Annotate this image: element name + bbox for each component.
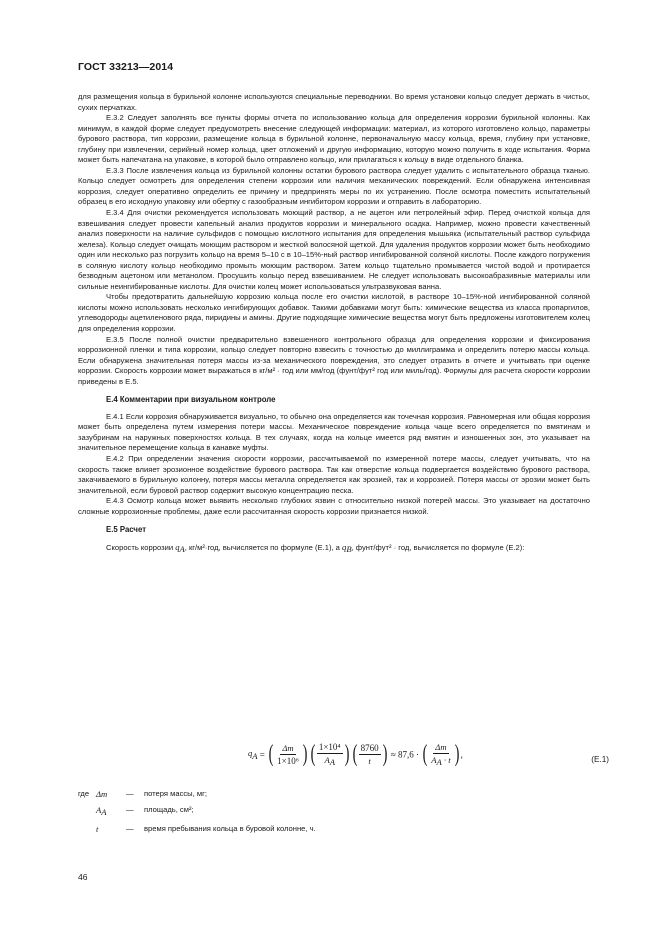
paragraph-e-3-2: Е.3.2 Следует заполнять все пункты формы отчета по использованию кольца для определения коррозии бурильной колонны. Как минимум, в каждой форме следует предусмотреть внесение следующей информации: материал, из которого изготовлено кольцо, параметры бурового раствора, тип коррозии, размещение кольца в бурильной колонне, первоначальную массу кольца, время, глубину при установке, глубину при извлечении, серийный номер кольца, цвет отложений и другую информацию, которую можно получить в ходе испытания. Форма может быть напечатана на упаковке, в которой было отправлено кольцо, или прилагаться к кольцу в виде отдельного бланка. <box>78 113 590 165</box>
formula-number: (Е.1) <box>591 755 609 764</box>
paragraph: для размещения кольца в бурильной колонне используются специальные переводники. Во время установки кольцо следует держать в чистых, сухих перчатках. <box>78 92 590 112</box>
formula-e-1 <box>78 735 609 791</box>
fraction-hours-per-year: $\frac{8760}{t}$ <box>360 743 379 766</box>
paragraph-e-4-2: Е.4.2 При определении значения скорости коррозии, рассчитываемой по измеренной потере массы, следует учитывать, что на скорость также влияет эрозионное воздействие бурового раствора. Так как отверстие кольца подвергается воздействию бурового раствора, закачиваемого в бурильную колонну, потеря массы металла определяется как эрозией, так и коррозией. Потеря массы от эрозии может быть значительной, если буровой раствор содержит высокую концентрацию песка. <box>78 454 590 495</box>
section-heading-e-5: Е.5 Расчет <box>106 525 147 535</box>
paragraph-e-4-3: Е.4.3 Осмотр кольца может выявить несколько глубоких язвин с относительно низкой потерей массы. Это указывает на достаточно сложные коррозионные проблемы, даже если рассчитанная скорость коррозии признается низкой. <box>78 496 590 516</box>
legend-row: t — время пребывания кольца в буровой колонне, ч. <box>96 824 316 835</box>
paragraph-e-3-5: Е.3.5 После полной очистки предварительно взвешенного контрольного образца для определения коррозии и фиксирования коррозионной пленки и типа коррозии, кольцо следует повторно взвесить с точностью до миллиграмма и определить потерю массы кольца. Если обнаружена значительная потеря массы из-за механического повреждения, это следует отразить в отчете и учитывать при оценке коррозии. Скорость коррозии может выражаться в кг/м² · год или мм/год (фунт/фут² год или миль/год). Формулы для расчета скорости коррозии приведены в Е.5. <box>78 334 590 386</box>
document-body <box>78 92 590 557</box>
fraction-area-conversion: $\frac{\text{1×10⁴}}{A_A}$ <box>318 741 341 768</box>
paragraph-e-5-intro: Скорость коррозии $q_A$, кг/м²·год, вычисляется по формуле (Е.1), а $q_B$, фунт/фут² · год, вычисляется по формуле (Е.2): <box>106 541 525 555</box>
section-heading-e-4: Е.4 Комментарии при визуальном контроле <box>106 395 276 405</box>
page-number: 46 <box>78 872 88 882</box>
formula-expression: $q_A$ = ( $\frac{\Delta m}{\text{1×10⁶}}$ ) ( $\frac{\text{1×10⁴}}{A_A}$ ) ( $\frac{8760}{t}$ ) ≈ 87,6 · ( $\frac{\Delta m}{A_A \cdot t}$ ) , <box>248 741 463 768</box>
fraction-mass-loss: $\frac{\Delta m}{\text{1×10⁶}}$ <box>277 743 299 766</box>
legend-row: $A_A$ — площадь, см²; <box>96 804 194 818</box>
paragraph-e-3-4: Е.3.4 Для очистки рекомендуется использовать моющий раствор, а не ацетон или петролейный эфир. Перед очисткой кольца для взвешивания следует провести капельный анализ продуктов коррозии и минерального осадка. Например, можно провести качественный анализ поверхности на наличие сульфидов с помощью кислотного испытания для определения мышьяка (испытательный раствор сульфида железа). Кольцо следует очищать моющим раствором и жесткой волосяной щеткой. Для удаления продуктов коррозии может быть необходимо один или несколько раз погрузить кольцо на время 5–10 с в 10–15%-ный раствор ингибированной соляной кислоты. После каждого погружения в соляную кислоту кольцо необходимо промыть моющим раствором. Затем кольцо тщательно промывается чистой водой и протирается безводным ацетоном или метанолом. Просушить кольцо перед взвешиванием. Не следует использовать высокоабразивные материалы или сильные неингибированные кислоты. Для очистки колец может использоваться ультразвуковая ванна. <box>78 208 590 291</box>
paragraph-inhibitors: Чтобы предотвратить дальнейшую коррозию кольца после его очистки кислотой, в растворе 10–15%-ной ингибированной соляной кислоты можно использовать несколько ингибирующих добавок. Такими добавками могут быть: химические вещества из класса пропаргилов, углеводороды ацетиленового ряда, пиридины и амины. Другие подходящие химические вещества могут быть предложены изготовителем колец для определения коррозии. <box>78 292 590 334</box>
formula-legend <box>78 787 316 838</box>
fraction-simplified: $\frac{\Delta m}{A_A \cdot t}$ <box>431 741 451 768</box>
paragraph-e-4-1: Е.4.1 Если коррозия обнаруживается визуально, то обычно она определяется как точечная коррозия. Равномерная или общая коррозия может быть определена путем измерения потери массы. Механическое повреждение кольца чаще всего определяется по вмятинам и зазубринам на наружных поверхностях кольца. В тех случаях, когда на кольце имеется ряд вмятин и изношенных зон, это указывает на значительное перемещение кольца в канавке муфты. <box>78 411 590 453</box>
legend-row: где Δm — потеря массы, мг; <box>78 789 207 799</box>
paragraph-e-3-3: Е.3.3 После извлечения кольца из бурильной колонны остатки бурового раствора следует удалить с испытательного образца тканью. Кольцо следует осмотреть для определения степени коррозии или наличия механических повреждений. Если обнаружена интенсивная коррозия, следует оперативно определить ее причину и предпринять меры по их устранению. После осмотра поместить испытательный образец в его исходную упаковку или обертку с газообразным ингибитором коррозии и отправить в лабораторию. <box>78 165 590 207</box>
document-header: ГОСТ 33213—2014 <box>78 61 174 73</box>
